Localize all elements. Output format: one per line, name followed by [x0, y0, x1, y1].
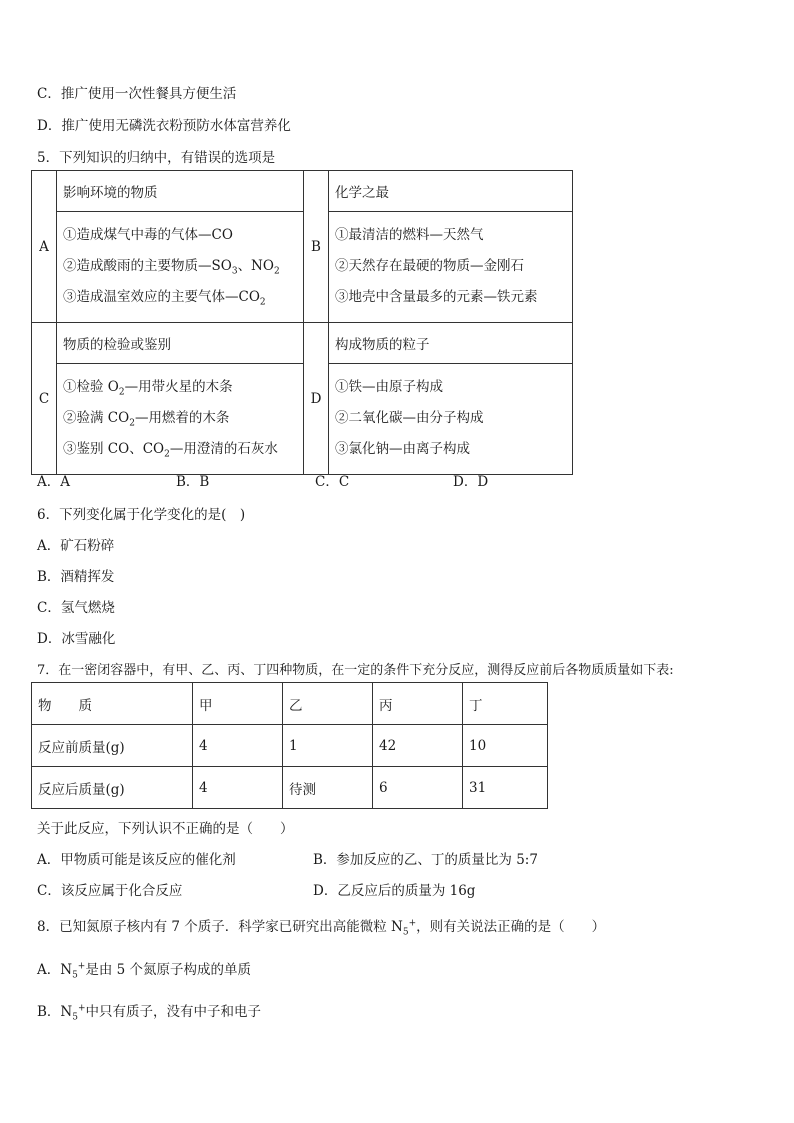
q5-letter-a: A: [32, 171, 57, 323]
q7-option: D．乙反应后的质量为 16g: [313, 883, 476, 899]
q4-option-d: D．推广使用无磷洗衣粉预防水体富营养化: [37, 118, 291, 134]
q5-b-item: ①最清洁的燃料—天然气: [335, 227, 484, 243]
q7-question: 关于此反应，下列认识不正确的是（ ）: [37, 821, 294, 837]
table-cell: 4: [193, 725, 283, 767]
q7-stem: 7．在一密闭容器中，有甲、乙、丙、丁四种物质，在一定的条件下充分反应，测得反应前后各物质质量如下表:: [37, 663, 674, 678]
q5-table: [31, 170, 573, 475]
table-cell: 31: [463, 767, 548, 809]
q5-c-item: ①检验 $O_2—$用带火星的木条: [63, 379, 233, 398]
table-row: [32, 725, 548, 767]
q5-b-item: ②天然存在最硬的物质—金刚石: [335, 258, 524, 274]
q5-option: A．A: [37, 474, 70, 490]
q6-option: C．氢气燃烧: [37, 600, 115, 616]
q7-option: A．甲物质可能是该反应的催化剂: [37, 852, 236, 868]
q5-a-item: ③造成温室效应的主要气体$—CO_2$: [63, 289, 266, 308]
q5-c-title: 物质的检验或鉴别: [57, 323, 304, 364]
table-cell: 6: [373, 767, 463, 809]
table-cell: 42: [373, 725, 463, 767]
q5-c-item: ②验满 $CO_2—$用燃着的木条: [63, 410, 230, 429]
table-cell: 反应前质量(g): [32, 725, 193, 767]
q5-d-title: 构成物质的粒子: [329, 323, 573, 364]
q7-option: B．参加反应的乙、丁的质量比为 5:7: [313, 852, 538, 868]
q5-letter-d: D: [304, 323, 329, 475]
table-header-cell: 乙: [283, 683, 373, 725]
table-cell: 1: [283, 725, 373, 767]
q5-stem: 5．下列知识的归纳中，有错误的选项是: [37, 150, 276, 166]
q5-b-title: 化学之最: [329, 171, 573, 212]
table-row: [32, 767, 548, 809]
q5-a-items: [57, 212, 304, 323]
q8-option-b: B．$N_5^+$中只有质子，没有中子和电子: [37, 1003, 262, 1023]
q6-stem: 6．下列变化属于化学变化的是( ): [37, 507, 246, 523]
q5-b-item: ③地壳中含量最多的元素—铁元素: [335, 289, 538, 305]
q7-option: C．该反应属于化合反应: [37, 883, 183, 899]
table-header-cell: 丙: [373, 683, 463, 725]
q4-option-c: C．推广使用一次性餐具方便生活: [37, 86, 237, 102]
table-cell: 4: [193, 767, 283, 809]
q5-option: D．D: [453, 474, 489, 490]
q5-d-item: ①铁—由原子构成: [335, 379, 443, 395]
q5-d-item: ③氯化钠—由离子构成: [335, 441, 470, 457]
q5-c-item: ③鉴别 CO、$CO_2—$用澄清的石灰水: [63, 441, 278, 460]
q5-letter-b: B: [304, 171, 329, 323]
q5-option: C．C: [315, 474, 350, 490]
q5-b-items: [329, 212, 573, 323]
q6-option: B．酒精挥发: [37, 569, 115, 585]
table-cell: 10: [463, 725, 548, 767]
q5-letter-c: C: [32, 323, 57, 475]
table-header-cell: 甲: [193, 683, 283, 725]
table-header-row: [32, 683, 548, 725]
q5-a-item: ①造成煤气中毒的气体—CO: [63, 227, 233, 243]
q6-option: A．矿石粉碎: [37, 538, 115, 554]
table-cell: 待测: [283, 767, 373, 809]
q6-option: D．冰雪融化: [37, 631, 116, 647]
q5-a-title: 影响环境的物质: [57, 171, 304, 212]
table-header-cell: 丁: [463, 683, 548, 725]
q5-d-items: [329, 364, 573, 475]
q5-a-item: ②造成酸雨的主要物质$—SO_3$、$NO_2$: [63, 258, 280, 277]
q8-stem: 8．已知氮原子核内有 7 个质子．科学家已研究出高能微粒 $N_5^+$，则有关说法正确的是（ ）: [37, 918, 606, 938]
q5-c-items: [57, 364, 304, 475]
q8-option-a: A．$N_5^+$是由 5 个氮原子构成的单质: [37, 961, 252, 981]
q7-table: [31, 682, 548, 809]
q5-d-item: ②二氧化碳—由分子构成: [335, 410, 484, 426]
q5-option: B．B: [176, 474, 210, 490]
table-header-cell: 物 质: [32, 683, 193, 725]
table-cell: 反应后质量(g): [32, 767, 193, 809]
